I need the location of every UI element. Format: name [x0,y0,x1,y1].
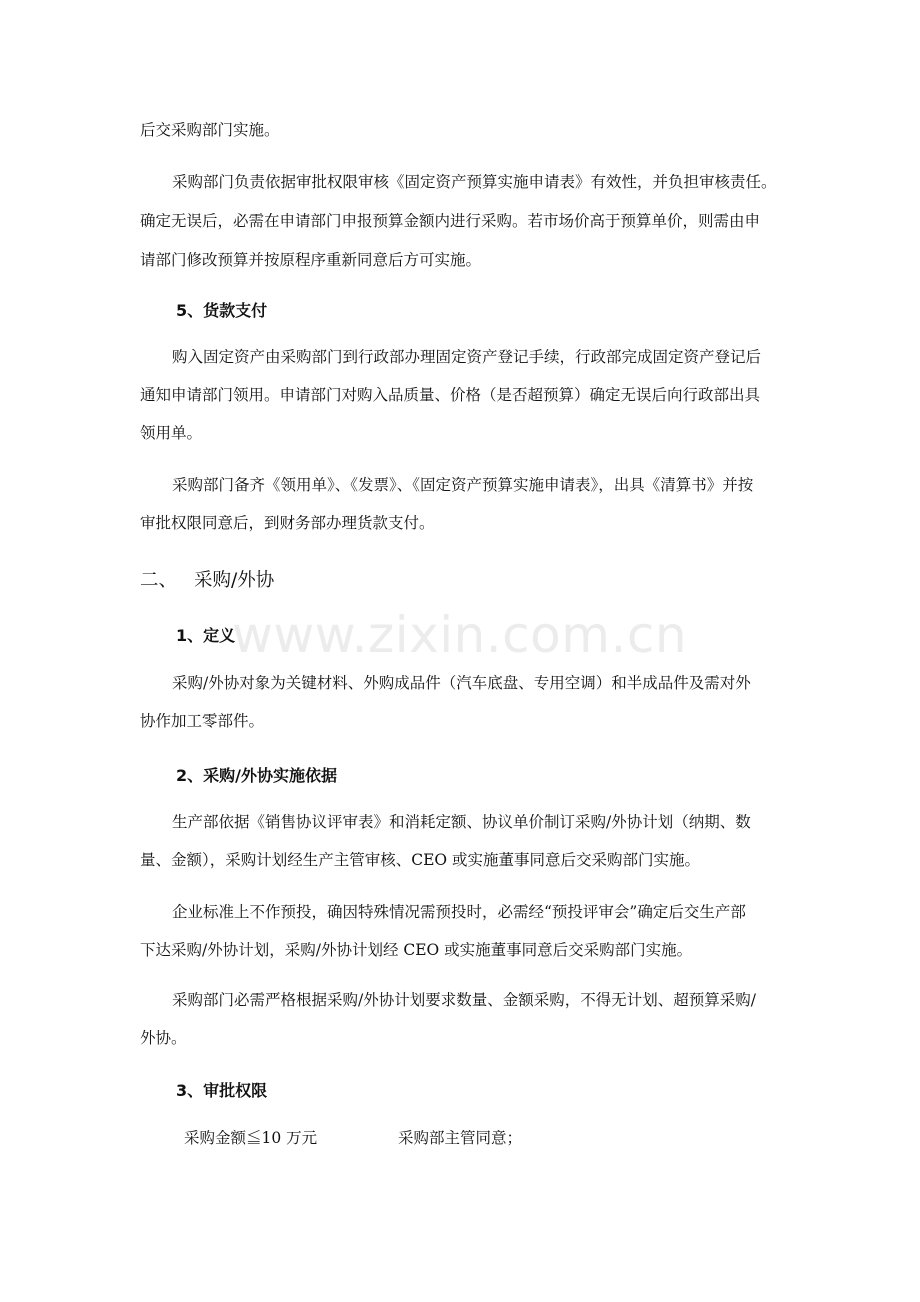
authority-approver: 采购部主管同意； [398,1129,523,1147]
paragraph-line: 生产部依据《销售协议评审表》和消耗定额、协议单价制订采购/外协计划（纳期、数 [172,813,751,831]
paragraph-line: 采购部门必需严格根据采购/外协计划要求数量、金额采购，不得无计划、超预算采购/ [172,991,756,1009]
paragraph-line: 协作加工零部件。 [140,712,265,730]
paragraph-line: 请部门修改预算并按原程序重新同意后方可实施。 [140,251,482,269]
paragraph-line: 购入固定资产由采购部门到行政部办理固定资产登记手续，行政部完成固定资产登记后 [172,348,762,366]
paragraph-line: 采购部门负责依据审批权限审核《固定资产预算实施申请表》有效性，并负担审核责任。 [172,173,777,191]
section-title: 采购/外协 [194,570,275,591]
paragraph-line: 企业标准上不作预投，确因特殊情况需预投时，必需经“预投评审会”确定后交生产部 [172,903,746,921]
paragraph-line: 通知申请部门领用。申请部门对购入品质量、价格（是否超预算）确定无误后向行政部出具 [140,386,761,404]
paragraph-line: 下达采购/外协计划，采购/外协计划经 CEO 或实施董事同意后交采购部门实施。 [140,941,693,959]
watermark: www.zixin.com.cn [232,606,688,664]
paragraph-line: 后交采购部门实施。 [140,121,280,139]
subsection-heading: 2、采购/外协实施依据 [176,766,337,785]
paragraph-line: 外协。 [140,1029,187,1047]
paragraph-line: 审批权限同意后，到财务部办理货款支付。 [140,514,435,532]
subsection-heading: 3、审批权限 [176,1081,268,1100]
paragraph-line: 确定无误后，必需在申请部门申报预算金额内进行采购。若市场价高于预算单价，则需由申 [140,212,761,230]
subsection-heading: 1、定义 [176,626,236,645]
paragraph-line: 采购部门备齐《领用单》、《发票》、《固定资产预算实施申请表》，出具《清算书》并按 [172,476,754,494]
paragraph-line: 量、金额），采购计划经生产主管审核、CEO 或实施董事同意后交采购部门实施。 [140,851,701,869]
paragraph-line: 采购/外协对象为关键材料、外购成品件（汽车底盘、专用空调）和半成品件及需对外 [172,674,751,692]
subsection-heading: 5、货款支付 [176,301,268,320]
section-heading [140,566,274,592]
authority-amount: 采购金额≦10 万元 [184,1129,318,1147]
paragraph-line: 领用单。 [140,424,203,442]
section-number: 二、 [140,570,178,591]
